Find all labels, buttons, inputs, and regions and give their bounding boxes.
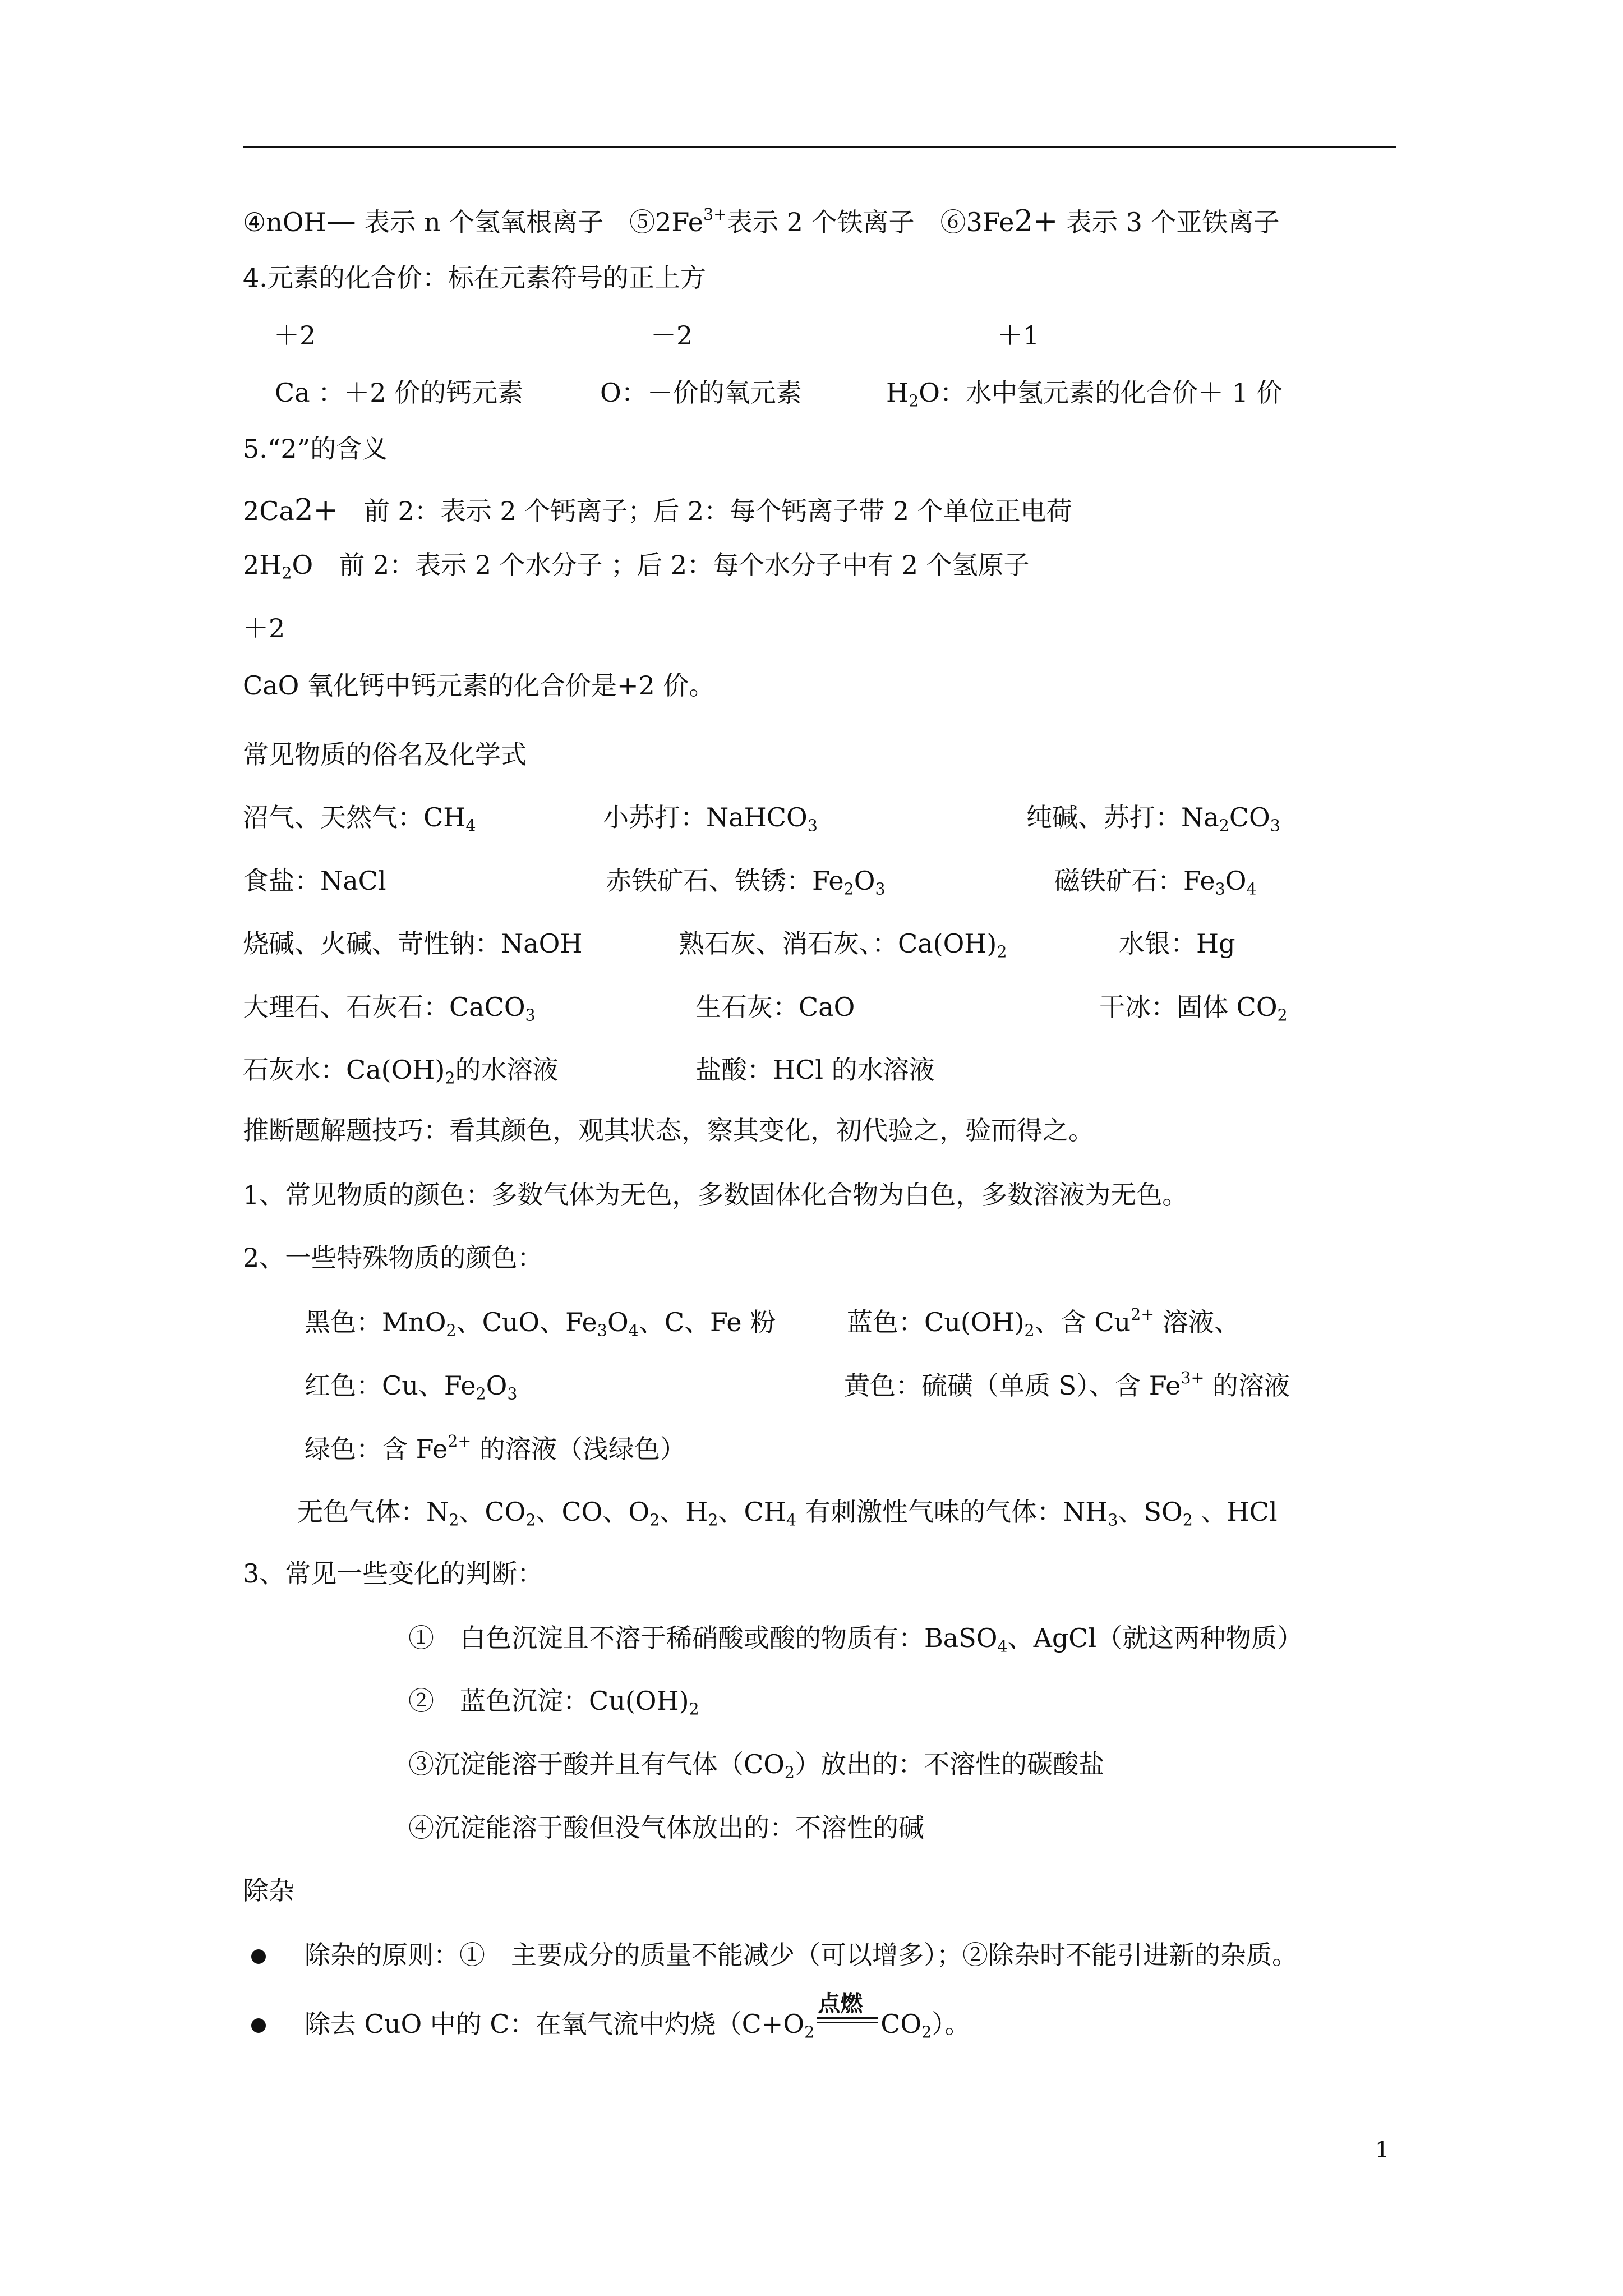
text: 3+ bbox=[1181, 1369, 1205, 1388]
reaction-condition: 点燃 bbox=[818, 1990, 863, 2017]
text: ④nOH bbox=[243, 207, 326, 237]
text: 2 bbox=[708, 1511, 718, 1530]
text: 4 bbox=[1246, 880, 1257, 899]
text: 2 bbox=[843, 880, 854, 899]
text: 、CuO、Fe bbox=[456, 1307, 597, 1337]
text: — bbox=[326, 204, 356, 238]
text: 红色：Cu、Fe bbox=[305, 1370, 476, 1401]
text: 、SO bbox=[1118, 1497, 1183, 1527]
judgement-carbonate bbox=[408, 1747, 1104, 1781]
text: 溶液、 bbox=[1154, 1307, 1240, 1337]
name-dry-ice bbox=[1099, 990, 1288, 1024]
text: 2 bbox=[1277, 1006, 1288, 1025]
name-salt: 食盐：NaCl bbox=[243, 866, 386, 896]
text: 4 bbox=[465, 816, 476, 835]
text: 2 bbox=[282, 564, 292, 583]
text: 2Ca bbox=[243, 496, 294, 526]
name-hydrochloric-acid: 盐酸：HCl 的水溶液 bbox=[695, 1055, 935, 1085]
text: 2 bbox=[689, 1700, 699, 1719]
text: 表示 n 个氢氧根离子 ⑤2Fe bbox=[356, 207, 703, 237]
judgement-base: ④沉淀能溶于酸但没气体放出的：不溶性的碱 bbox=[408, 1812, 924, 1843]
text: CO bbox=[1229, 802, 1270, 832]
valence-example-o: O：－价的氧元素 bbox=[600, 378, 802, 408]
text: 2+ bbox=[1014, 204, 1058, 238]
text: 熟石灰、消石灰、：Ca(OH) bbox=[679, 928, 997, 959]
text: 纯碱、苏打：Na bbox=[1026, 802, 1219, 832]
valence-example-h2o bbox=[886, 376, 1283, 409]
text: ）。 bbox=[932, 2009, 971, 2039]
text: 3 bbox=[525, 1006, 536, 1025]
text: 、C、Fe 粉 bbox=[638, 1307, 776, 1337]
text: 2 bbox=[525, 1511, 536, 1530]
bullet-icon bbox=[251, 1949, 266, 1964]
name-quicklime: 生石灰：CaO bbox=[695, 992, 855, 1022]
name-caustic-soda: 烧碱、火碱、苛性钠：NaOH bbox=[243, 928, 583, 959]
text: 3 bbox=[1270, 816, 1280, 835]
page-number: 1 bbox=[1375, 2137, 1390, 2163]
text: 绿色：含 Fe bbox=[305, 1434, 448, 1464]
text: ① 白色沉淀且不溶于稀硝酸或酸的物质有：BaSO bbox=[408, 1623, 998, 1653]
text: 2 bbox=[804, 2023, 815, 2042]
colorless-gases bbox=[297, 1495, 796, 1529]
text: 、AgCl（就这两种物质） bbox=[1007, 1623, 1303, 1653]
color-blue bbox=[847, 1305, 1240, 1339]
text: 2 bbox=[449, 1511, 459, 1530]
meaning-cao-line: CaO 氧化钙中钙元素的化合价是+2 价。 bbox=[243, 670, 715, 701]
text: 前 2：表示 2 个钙离子；后 2：每个钙离子带 2 个单位正电荷 bbox=[338, 496, 1072, 526]
text: 、H bbox=[660, 1497, 708, 1527]
text: 2 bbox=[445, 1069, 455, 1088]
meaning-ca-line bbox=[243, 494, 1072, 528]
purify-cuo-method bbox=[305, 1990, 971, 2042]
name-magnetite bbox=[1054, 864, 1257, 898]
text: 、CO bbox=[459, 1497, 526, 1527]
text: 2H bbox=[243, 550, 282, 580]
text: 石灰水：Ca(OH) bbox=[243, 1055, 445, 1085]
text: 大理石、石灰石：CaCO bbox=[243, 992, 525, 1022]
valence-example-ca: Ca ：＋2 价的钙元素 bbox=[275, 378, 524, 408]
text: 干冰：固体 CO bbox=[1099, 992, 1278, 1022]
name-hematite bbox=[606, 864, 886, 898]
text: O bbox=[607, 1307, 629, 1337]
purify-principle: 除杂的原则：① 主要成分的质量不能减少（可以增多）；②除杂时不能引进新的杂质。 bbox=[305, 1940, 1298, 1970]
names-heading: 常见物质的俗名及化学式 bbox=[243, 739, 527, 770]
text: 、HCl bbox=[1192, 1497, 1278, 1527]
text: 2 bbox=[446, 1321, 457, 1340]
text: O bbox=[1225, 866, 1247, 896]
text: CO bbox=[880, 2009, 922, 2039]
text: 表示 2 个铁离子 ⑥3Fe bbox=[727, 207, 1015, 237]
text: 3 bbox=[875, 880, 886, 899]
purify-heading: 除杂 bbox=[243, 1875, 294, 1906]
color-rule-1: 1、常见物质的颜色：多数气体为无色，多数固体化合物为白色，多数溶液为无色。 bbox=[243, 1180, 1188, 1210]
text: 的溶液（浅绿色） bbox=[471, 1434, 686, 1464]
name-limewater bbox=[243, 1053, 559, 1087]
color-red bbox=[305, 1369, 517, 1402]
text: ③沉淀能溶于酸并且有气体（CO bbox=[408, 1749, 785, 1779]
text: 小苏打：NaHCO bbox=[603, 802, 808, 832]
inference-tip: 推断题解题技巧：看其颜色，观其状态，察其变化，初代验之，验而得之。 bbox=[243, 1115, 1094, 1145]
name-marble bbox=[243, 990, 536, 1024]
text: 2 bbox=[649, 1511, 660, 1530]
text: 3 bbox=[1108, 1511, 1118, 1530]
judgement-blue-precipitate bbox=[408, 1684, 699, 1718]
text: 4 bbox=[786, 1511, 797, 1530]
text: 3 bbox=[807, 816, 818, 835]
text: O：水中氢元素的化合价＋ 1 价 bbox=[919, 378, 1283, 408]
text: O bbox=[486, 1370, 508, 1401]
meaning-heading: 5.“2”的含义 bbox=[243, 434, 388, 464]
color-yellow bbox=[844, 1369, 1290, 1402]
text: 3 bbox=[597, 1321, 607, 1340]
text: 2 bbox=[1182, 1511, 1193, 1530]
text: 2 bbox=[476, 1384, 486, 1404]
text: 2 bbox=[1024, 1321, 1035, 1340]
text: 黄色：硫磺（单质 S）、含 Fe bbox=[844, 1370, 1181, 1401]
text: 4 bbox=[997, 1637, 1008, 1656]
bullet-icon bbox=[251, 2018, 266, 2033]
text: 2 bbox=[1219, 816, 1229, 835]
text: 4 bbox=[628, 1321, 639, 1340]
color-green bbox=[305, 1432, 686, 1466]
text: 2 bbox=[909, 392, 919, 411]
judgement-white-precipitate bbox=[408, 1621, 1303, 1655]
text: 2 bbox=[921, 2023, 932, 2042]
text: 黑色：MnO bbox=[305, 1307, 446, 1337]
name-soda-ash bbox=[1026, 800, 1280, 834]
text: 沼气、天然气：CH bbox=[243, 802, 466, 832]
text: 2+ bbox=[1131, 1305, 1155, 1324]
text: O 前 2：表示 2 个水分子 ；后 2：每个水分子中有 2 个氢原子 bbox=[292, 550, 1030, 580]
text: ）放出的：不溶性的碳酸盐 bbox=[795, 1749, 1105, 1779]
name-slaked-lime bbox=[679, 927, 1007, 960]
text: ② 蓝色沉淀：Cu(OH) bbox=[408, 1686, 689, 1716]
text: 无色气体：N bbox=[297, 1497, 449, 1527]
text: 2+ bbox=[448, 1432, 472, 1451]
equals-line-top bbox=[817, 2017, 878, 2019]
reaction-equals-sign bbox=[814, 1990, 880, 2041]
text: 磁铁矿石：Fe bbox=[1054, 866, 1215, 896]
text: 、CH bbox=[718, 1497, 786, 1527]
valence-heading: 4.元素的化合价：标在元素符号的正上方 bbox=[243, 263, 706, 293]
text: 2 bbox=[997, 942, 1007, 961]
text: 表示 3 个亚铁离子 bbox=[1058, 207, 1280, 237]
ion-meaning-line bbox=[243, 205, 1280, 239]
name-methane bbox=[243, 800, 476, 834]
valence-mark-o: －2 bbox=[651, 320, 693, 351]
text: 3+ bbox=[703, 205, 727, 224]
meaning-h2o-line bbox=[243, 548, 1030, 582]
valence-mark-ca: ＋2 bbox=[274, 320, 316, 351]
name-mercury: 水银：Hg bbox=[1119, 928, 1235, 959]
text: 2+ bbox=[294, 493, 338, 527]
text: 、含 Cu bbox=[1034, 1307, 1131, 1337]
text: 有刺激性气味的气体：NH bbox=[805, 1497, 1108, 1527]
text: 、CO、O bbox=[536, 1497, 650, 1527]
text: O bbox=[854, 866, 875, 896]
color-rule-2: 2、一些特殊物质的颜色： bbox=[243, 1243, 543, 1273]
text: 3 bbox=[1215, 880, 1225, 899]
text: 赤铁矿石、铁锈：Fe bbox=[606, 866, 844, 896]
text: 的溶液 bbox=[1204, 1370, 1290, 1401]
text: 蓝色：Cu(OH) bbox=[847, 1307, 1025, 1337]
header-rule bbox=[243, 146, 1396, 148]
text: 2 bbox=[784, 1763, 795, 1782]
equals-line-bottom bbox=[817, 2022, 878, 2023]
name-baking-soda bbox=[603, 800, 818, 834]
text: 除去 CuO 中的 C：在氧气流中灼烧（C+O bbox=[305, 2009, 805, 2039]
text: H bbox=[886, 378, 909, 408]
change-judgement-heading: 3、常见一些变化的判断： bbox=[243, 1558, 543, 1589]
pungent-gases bbox=[805, 1495, 1278, 1529]
text: 3 bbox=[507, 1384, 518, 1404]
text: 的水溶液 bbox=[455, 1055, 559, 1085]
color-black bbox=[305, 1305, 776, 1339]
valence-mark-cao: ＋2 bbox=[243, 613, 285, 643]
valence-mark-h: ＋1 bbox=[997, 320, 1040, 351]
